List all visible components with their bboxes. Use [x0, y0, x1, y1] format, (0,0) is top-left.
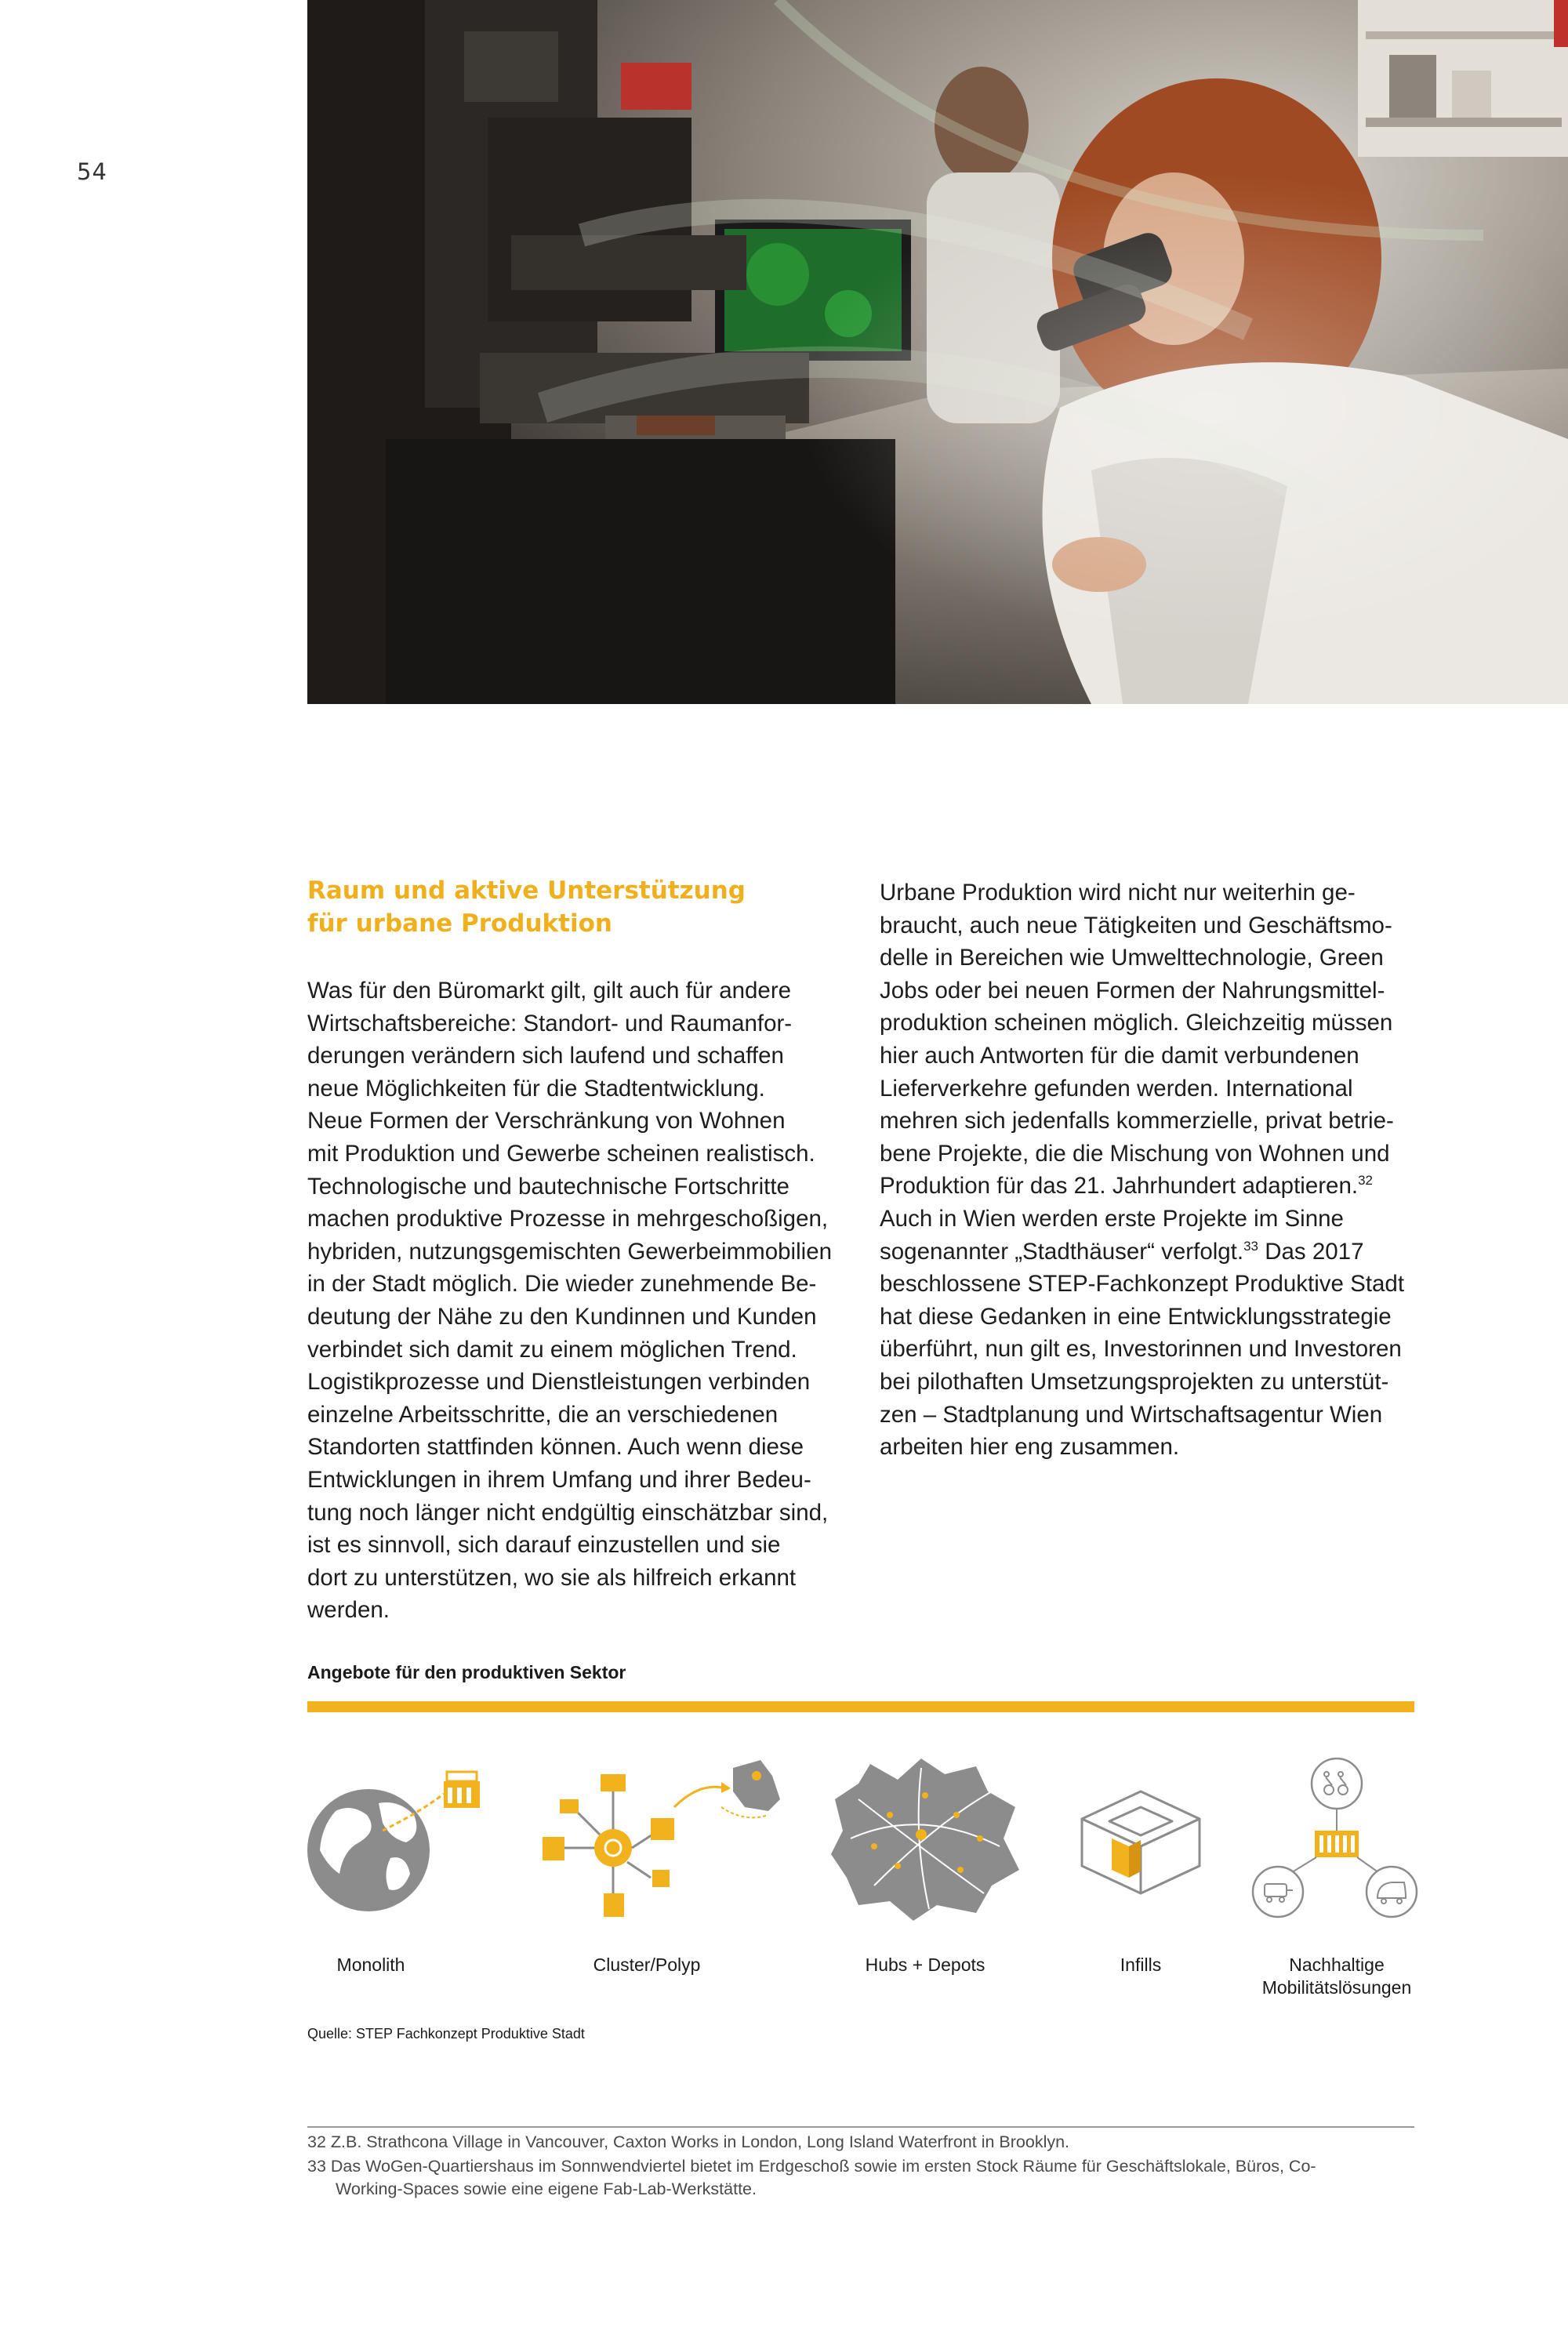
- offers-title: Angebote für den produktiven Sektor: [307, 1662, 626, 1682]
- section-heading-line2: für urbane Produktion: [307, 909, 612, 938]
- body-line-text: Produktion für das 21. Jahrhundert adaptieren.: [880, 1173, 1359, 1200]
- yellow-divider: [307, 1701, 1414, 1712]
- body-line: hat diese Gedanken in eine Entwicklungsstrategie: [880, 1303, 1392, 1330]
- body-line: tung noch länger nicht endgültig einschätzbar sind,: [307, 1499, 829, 1526]
- body-line: Technologische und bautechnische Fortschritte: [307, 1173, 789, 1200]
- offer-label-hubs: Hubs + Depots: [865, 1955, 985, 1975]
- body-line: arbeiten hier eng zusammen.: [880, 1434, 1180, 1461]
- body-line: Neue Formen der Verschränkung von Wohnen: [307, 1108, 786, 1134]
- body-line: Jobs oder bei neuen Formen der Nahrungsmittel-: [880, 977, 1385, 1004]
- footnote-33-line2: Working-Spaces sowie eine eigene Fab-Lab-Werkstätte.: [336, 2180, 757, 2198]
- section-heading-line1: Raum und aktive Unterstützung: [307, 877, 746, 905]
- body-line: Wirtschaftsbereiche: Standort- und Raumanfor-: [307, 1010, 793, 1036]
- footnote-divider: [307, 2126, 1414, 2128]
- body-line: deutung der Nähe zu den Kundinnen und Kunden: [307, 1303, 817, 1330]
- mobility-cycle-icon: [1250, 1752, 1419, 1925]
- body-line: werden.: [307, 1597, 390, 1624]
- footnote-33-line1: 33 Das WoGen-Quartiershaus im Sonnwendviertel bietet im Erdgeschoß sowie im ersten Stock Räume für Geschäftslokale, Büros, Co-: [307, 2157, 1316, 2176]
- body-line: Was für den Büromarkt gilt, gilt auch für andere: [307, 978, 792, 1004]
- body-line: derungen verändern sich laufend und schaffen: [307, 1043, 784, 1069]
- body-line: machen produktive Prozesse in mehrgeschoßigen,: [307, 1206, 829, 1232]
- offer-label-mobility-line2: Mobilitätslösungen: [1261, 1977, 1412, 1998]
- body-line: beschlossene STEP-Fachkonzept Produktive Stadt: [880, 1271, 1405, 1298]
- body-line: Logistikprozesse und Dienstleistungen verbinden: [307, 1369, 811, 1396]
- body-line: dort zu unterstützen, wo sie als hilfreich erkannt: [307, 1564, 797, 1591]
- body-line: einzelne Arbeitsschritte, die an verschiedenen: [307, 1401, 779, 1428]
- body-line: verbindet sich damit zu einem möglichen Trend.: [307, 1336, 797, 1363]
- offer-label-infills: Infills: [1120, 1955, 1162, 1975]
- body-line: mit Produktion und Gewerbe scheinen realistisch.: [307, 1140, 815, 1167]
- body-line: bei pilothaften Umsetzungsprojekten zu unterstüt-: [880, 1368, 1389, 1395]
- body-line: ist es sinnvoll, sich darauf einzustellen und sie: [307, 1532, 781, 1559]
- body-line: Entwicklungen in ihrem Umfang und ihrer Bedeu-: [307, 1466, 811, 1493]
- body-line: [880, 1236, 1428, 1269]
- footnote-32: 32 Z.B. Strathcona Village in Vancouver, Caxton Works in London, Long Island Waterfront in Brooklyn.: [307, 2132, 1070, 2151]
- lab-photo: [307, 0, 1568, 704]
- body-text-right-column: [880, 877, 1428, 1464]
- source-caption: Quelle: STEP Fachkonzept Produktive Stadt: [307, 2026, 585, 2042]
- lab-photo-illustration: [307, 0, 1568, 704]
- globe-factory-icon: [304, 1756, 485, 1921]
- body-line: hier auch Antworten für die damit verbundenen: [880, 1042, 1359, 1069]
- body-line-text: Das 2017: [1258, 1238, 1364, 1265]
- offer-label-mobility: [1239, 1954, 1435, 1999]
- body-line: braucht, auch neue Tätigkeiten und Geschäftsmo-: [880, 912, 1392, 938]
- body-line: Lieferverkehre gefunden werden. International: [880, 1075, 1353, 1102]
- body-line: [880, 1170, 1428, 1203]
- body-line: Auch in Wien werden erste Projekte im Sinne: [880, 1205, 1344, 1232]
- offer-label-monolith: Monolith: [336, 1955, 405, 1975]
- offer-label-mobility-line1: Nachhaltige: [1289, 1955, 1385, 1975]
- footnote-ref-33[interactable]: 33: [1243, 1238, 1258, 1254]
- body-line: produktion scheinen möglich. Gleichzeitig müssen: [880, 1010, 1393, 1036]
- body-line: in der Stadt möglich. Die wieder zunehmende Be-: [307, 1271, 817, 1298]
- building-infill-icon: [1074, 1784, 1207, 1901]
- body-line: bene Projekte, die die Mischung von Wohnen und: [880, 1140, 1390, 1167]
- body-line: zen – Stadtplanung und Wirtschaftsagentur Wien: [880, 1401, 1383, 1428]
- body-line: Standorten stattfinden können. Auch wenn diese: [307, 1434, 804, 1461]
- body-text-left-column: [307, 975, 856, 1627]
- city-map-hubs-icon: [827, 1752, 1023, 1925]
- body-line: überführt, nun gilt es, Investorinnen und Investoren: [880, 1336, 1402, 1363]
- page-number: 54: [77, 158, 107, 185]
- body-line: delle in Bereichen wie Umwelttechnologie, Green: [880, 945, 1384, 971]
- body-line: neue Möglichkeiten für die Stadtentwicklung.: [307, 1075, 765, 1102]
- body-line-text: sogenannter „Stadthäuser“ verfolgt.: [880, 1238, 1244, 1265]
- cluster-network-icon: [533, 1752, 784, 1925]
- section-heading: [307, 874, 809, 940]
- body-line: hybriden, nutzungsgemischten Gewerbeimmobilien: [307, 1238, 833, 1265]
- body-line: Urbane Produktion wird nicht nur weiterhin ge-: [880, 880, 1356, 906]
- offer-label-cluster: Cluster/Polyp: [593, 1955, 701, 1975]
- body-line: mehren sich jedenfalls kommerzielle, privat betrie-: [880, 1108, 1394, 1134]
- footnote-ref-32[interactable]: 32: [1358, 1173, 1373, 1189]
